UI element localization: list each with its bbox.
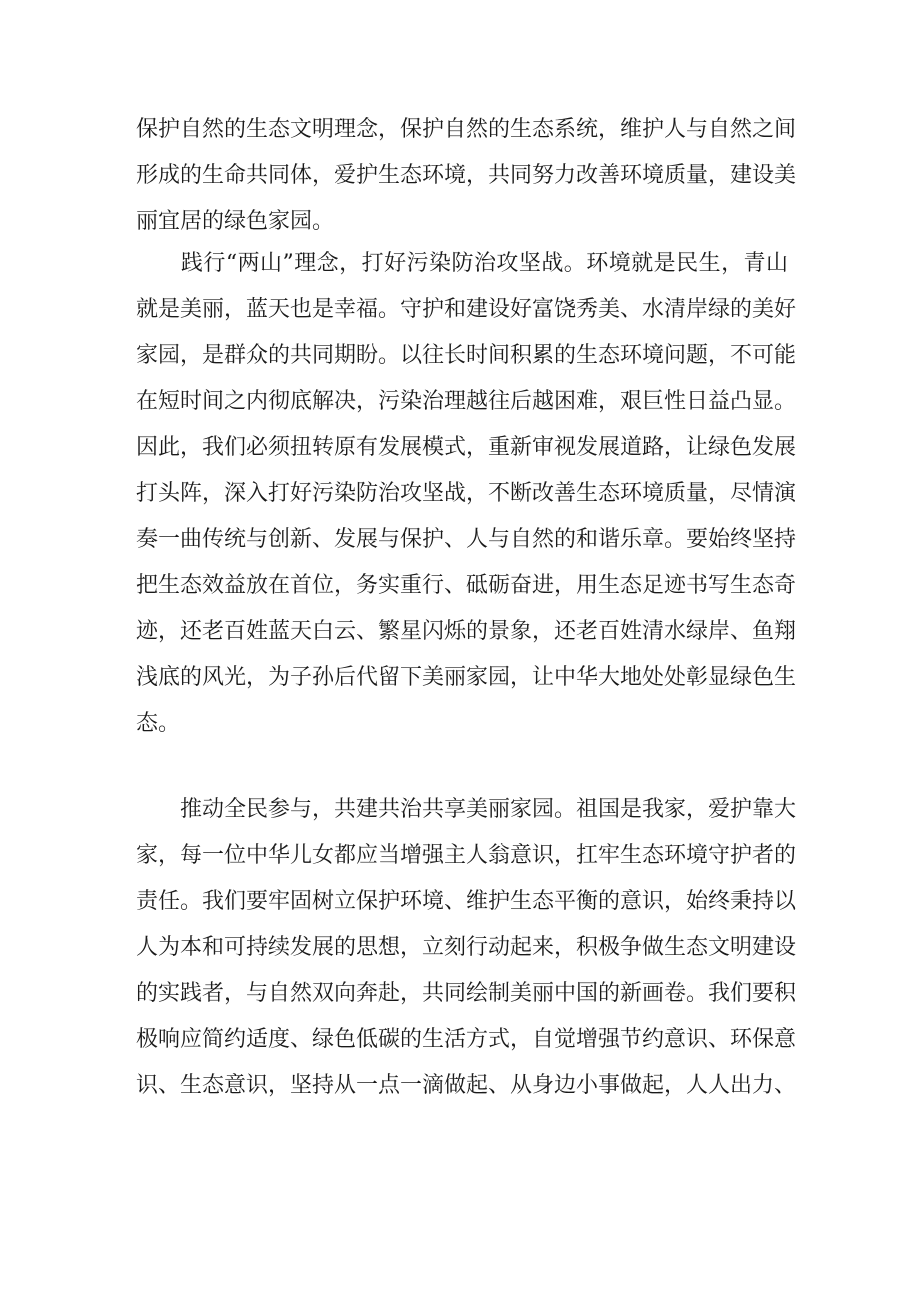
- text-line: 把生态效益放在首位，务实重行、砥砺奋进，用生态足迹书写生态奇: [136, 573, 797, 598]
- text-line: 的实践者，与自然双向奔赴，共同绘制美丽中国的新画卷。我们要积: [136, 981, 797, 1006]
- text-line: 因此，我们必须扭转原有发展模式，重新审视发展道路，让绿色发展: [136, 435, 797, 460]
- text-line: 丽宜居的绿色家园。: [136, 209, 335, 234]
- text-line: 责任。我们要牢固树立保护环境、维护生态平衡的意识，始终秉持以: [136, 889, 797, 914]
- text-line: 人为本和可持续发展的思想，立刻行动起来，积极争做生态文明建设: [136, 935, 797, 960]
- text-line: 践行“两山”理念，打好污染防治攻坚战。环境就是民生，青山: [136, 251, 788, 276]
- text-line: 浅底的风光，为子孙后代留下美丽家园，让中华大地处处彰显绿色生: [136, 665, 797, 690]
- text-line: 推动全民参与，共建共治共享美丽家园。祖国是我家，爱护靠大: [136, 797, 797, 822]
- text-line: 迹，还老百姓蓝天白云、繁星闪烁的景象，还老百姓清水绿岸、鱼翔: [136, 619, 797, 644]
- text-line: 保护自然的生态文明理念，保护自然的生态系统，维护人与自然之间: [136, 117, 797, 142]
- paragraph-1: [136, 107, 797, 245]
- text-line: 识、生态意识，坚持从一点一滴做起、从身边小事做起，人人出力、: [136, 1073, 797, 1098]
- text-line: 家园，是群众的共同期盼。以往长时间积累的生态环境问题，不可能: [136, 343, 797, 368]
- text-line: 态。: [136, 711, 181, 736]
- text-line: 奏一曲传统与创新、发展与保护、人与自然的和谐乐章。要始终坚持: [136, 527, 797, 552]
- paragraph-3: [136, 787, 797, 1109]
- text-line: 打头阵，深入打好污染防治攻坚战，不断改善生态环境质量，尽情演: [136, 481, 797, 506]
- text-line: 家，每一位中华儿女都应当增强主人翁意识，扛牢生态环境守护者的: [136, 843, 797, 868]
- text-line: 在短时间之内彻底解决，污染治理越往后越困难，艰巨性日益凸显。: [136, 389, 797, 414]
- text-line: 极响应简约适度、绿色低碳的生活方式，自觉增强节约意识、环保意: [136, 1027, 797, 1052]
- text-line: 就是美丽，蓝天也是幸福。守护和建设好富饶秀美、水清岸绿的美好: [136, 297, 797, 322]
- text-line: 形成的生命共同体，爱护生态环境，共同努力改善环境质量，建设美: [136, 163, 797, 188]
- paragraph-2: [136, 241, 797, 747]
